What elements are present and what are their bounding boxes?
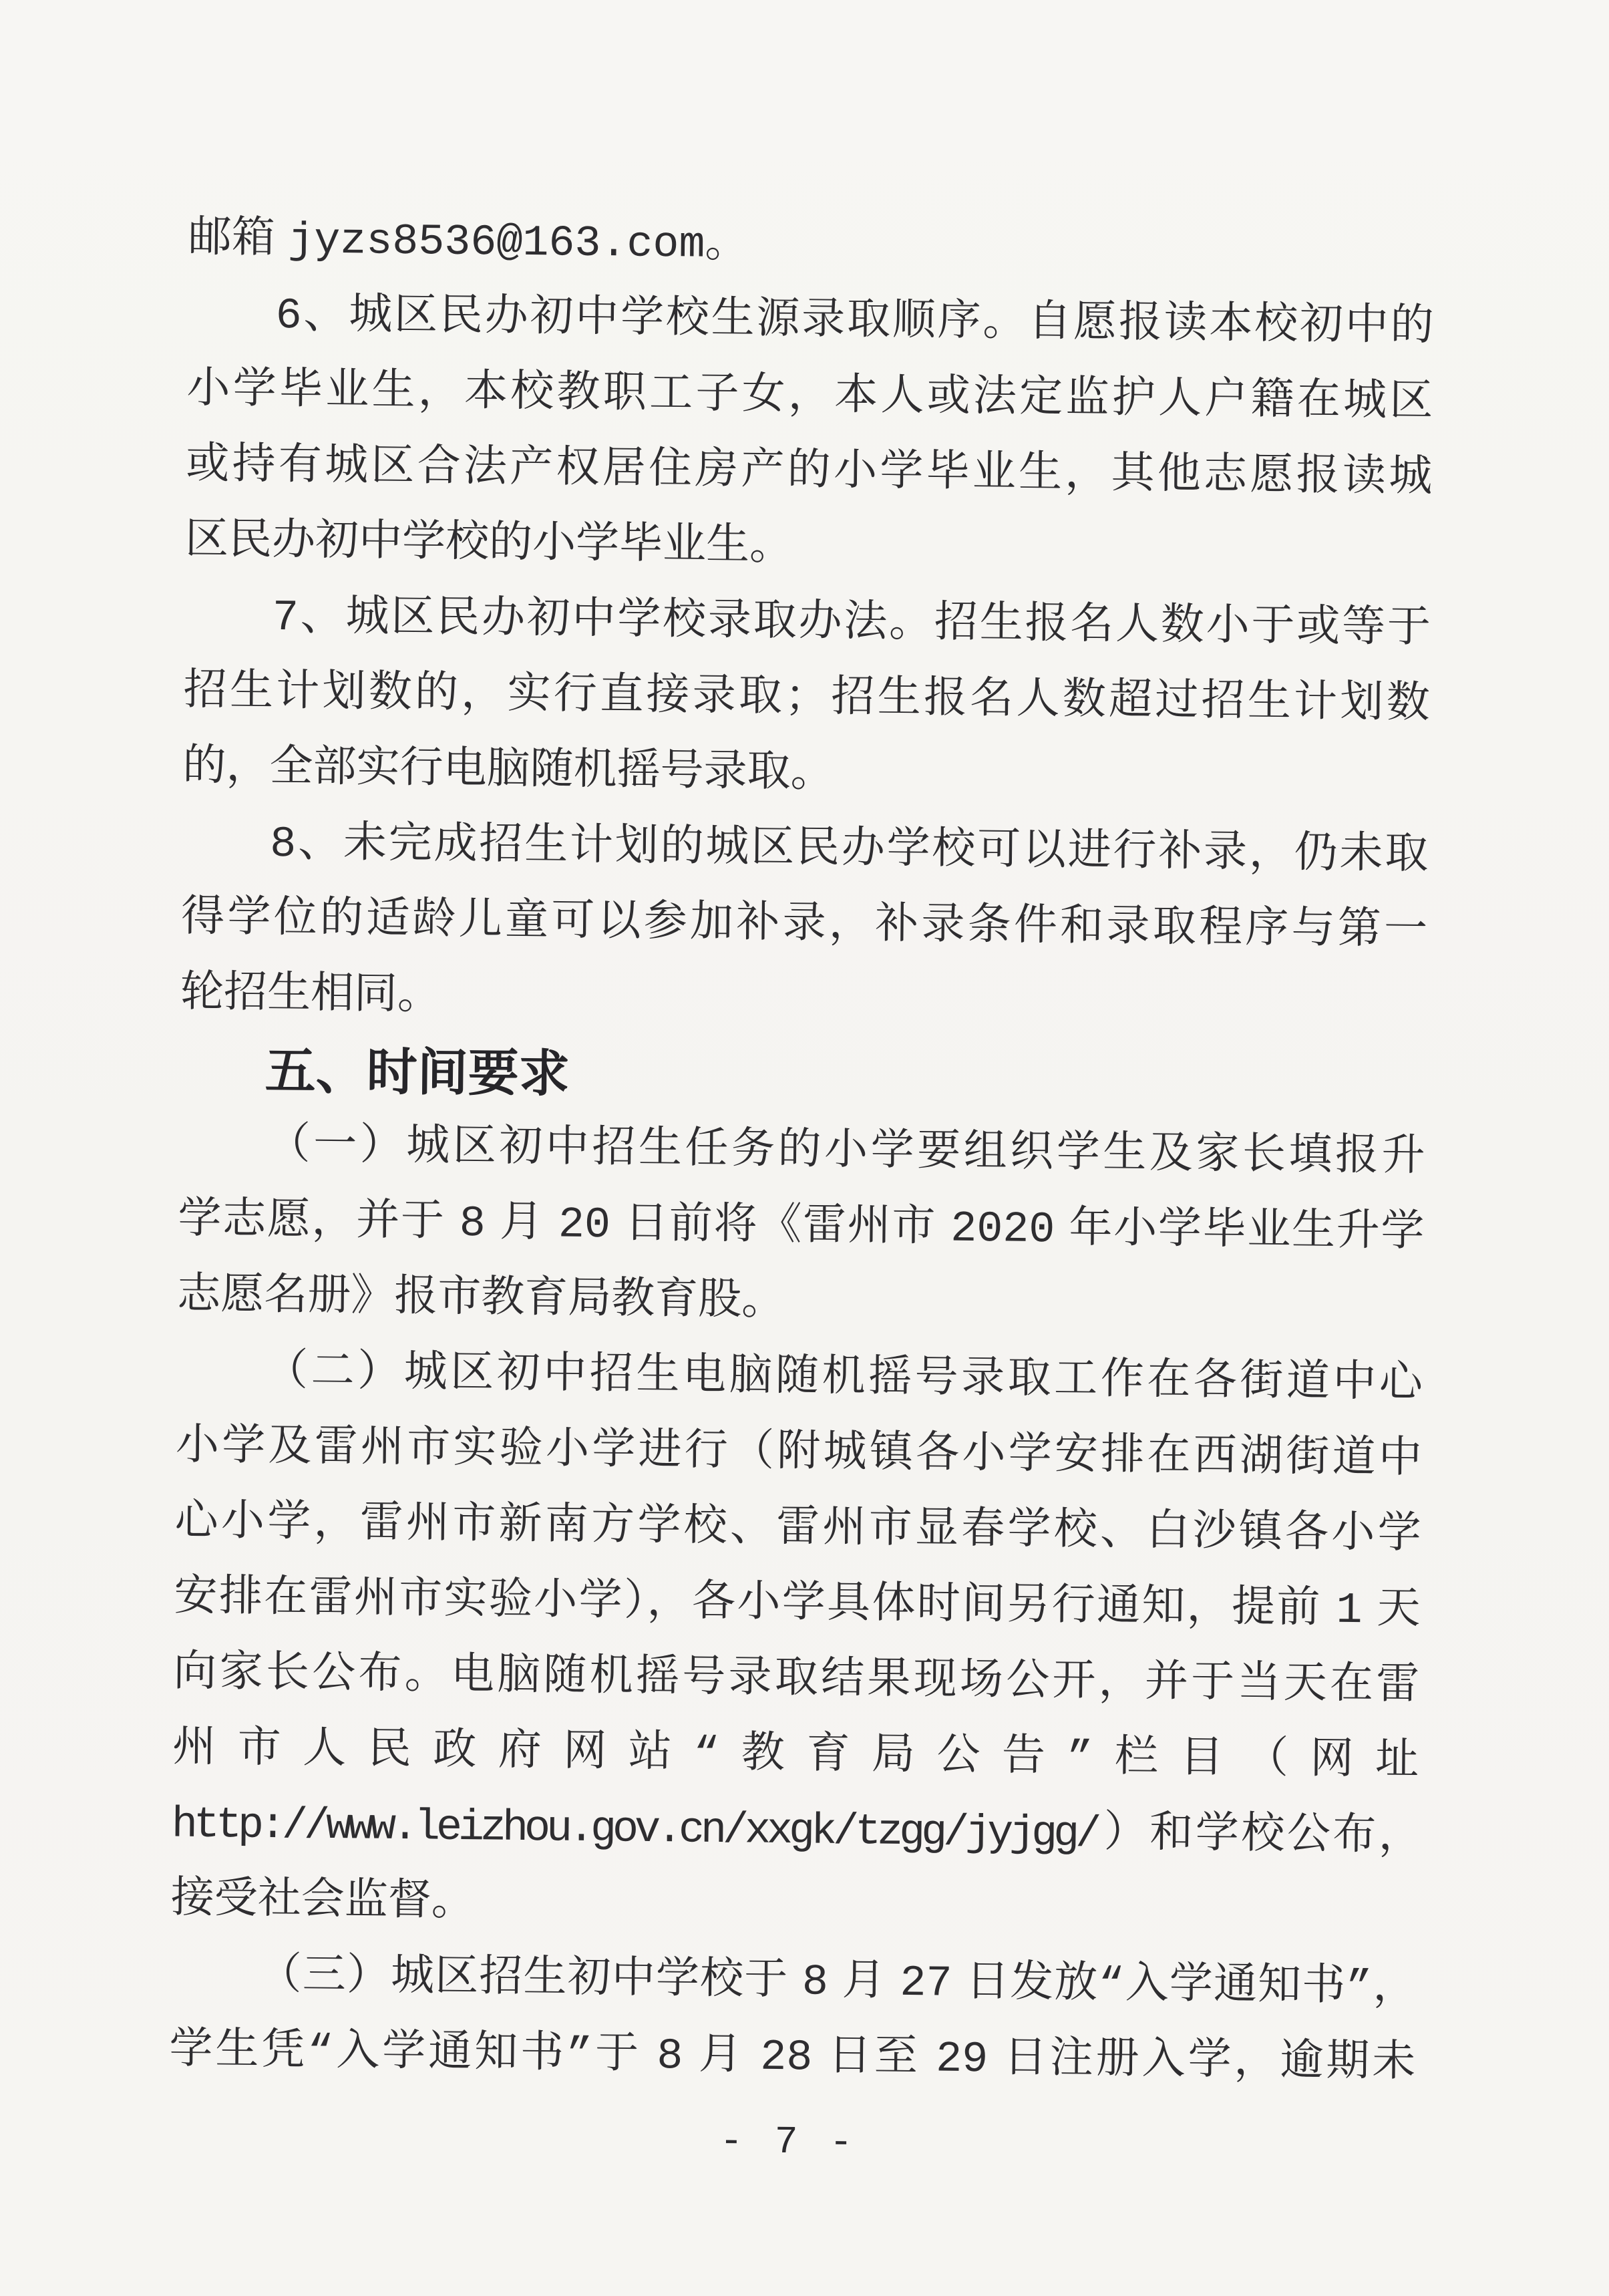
text-line: 8、未完成招生计划的城区民办学校可以进行补录，仍未取 [269,819,1429,882]
text-line: 邮箱 jyzs8536@163.com。 [188,214,749,271]
document-content [168,202,1435,2187]
text-line: 志愿名册》报市教育局教育股。 [176,1271,785,1328]
text-line: 6、城区民办初中学校生源录取顺序。自愿报读本校初中的 [275,291,1434,353]
section-heading: 五、时间要求 [264,1042,570,1103]
text-line: 安排在雷州市实验小学），各小学具体时间另行通知，提前 1 天 [174,1573,1421,1637]
text-line: 或持有城区合法产权居住房产的小学毕业生，其他志愿报读城 [185,441,1433,504]
text-line: （二）城区初中招生电脑随机摇号录取工作在各街道中心 [264,1347,1423,1410]
text-line: 7、城区民办初中学校录取办法。招生报名人数小于或等于 [272,593,1431,655]
page-number: - 7 - [719,2120,864,2166]
document-body [169,202,1435,2102]
text-line: 小学及雷州市实验小学进行（附城镇各小学安排在西湖街道中 [175,1422,1423,1486]
text-line: 招生计划数的，实行直接录取；招生报名人数超过招生计划数 [183,667,1431,731]
text-line: （三）城区招生初中学校于 8 月 27 日发放“入学通知书”， [258,1951,1417,2013]
text-line: 学生凭“入学通知书”于 8 月 28 日至 29 日注册入学，逾期未 [169,2026,1416,2089]
text-line: 的，全部实行电脑随机摇号录取。 [182,743,834,800]
text-line: 得学位的适龄儿童可以参加补录，补录条件和录取程序与第一 [180,894,1428,957]
text-line: 轮招生相同。 [180,969,441,1022]
text-line: 接受社会监督。 [170,1875,476,1929]
text-line: 心小学，雷州市新南方学校、雷州市显春学校、白沙镇各小学 [174,1498,1422,1561]
text-line: 向家长公布。电脑随机摇号录取结果现场公开，并于当天在雷 [172,1649,1420,1712]
text-line: 州市人民政府网站“教育局公告”栏目（网址 [172,1724,1419,1787]
text-line: 学志愿，并于 8 月 20 日前将《雷州市 2020 年小学毕业生升学 [178,1196,1425,1259]
text-line: http://www.leizhou.gov.cn/xxgk/tzgg/jyjgg/）和学校公布， [171,1800,1419,1862]
text-line: 小学毕业生，本校教职工子女，本人或法定监护人户籍在城区 [186,365,1433,429]
text-line: （一）城区初中招生任务的小学要组织学生及家长填报升 [266,1121,1425,1184]
text-line: 区民办初中学校的小学毕业生。 [184,516,793,573]
